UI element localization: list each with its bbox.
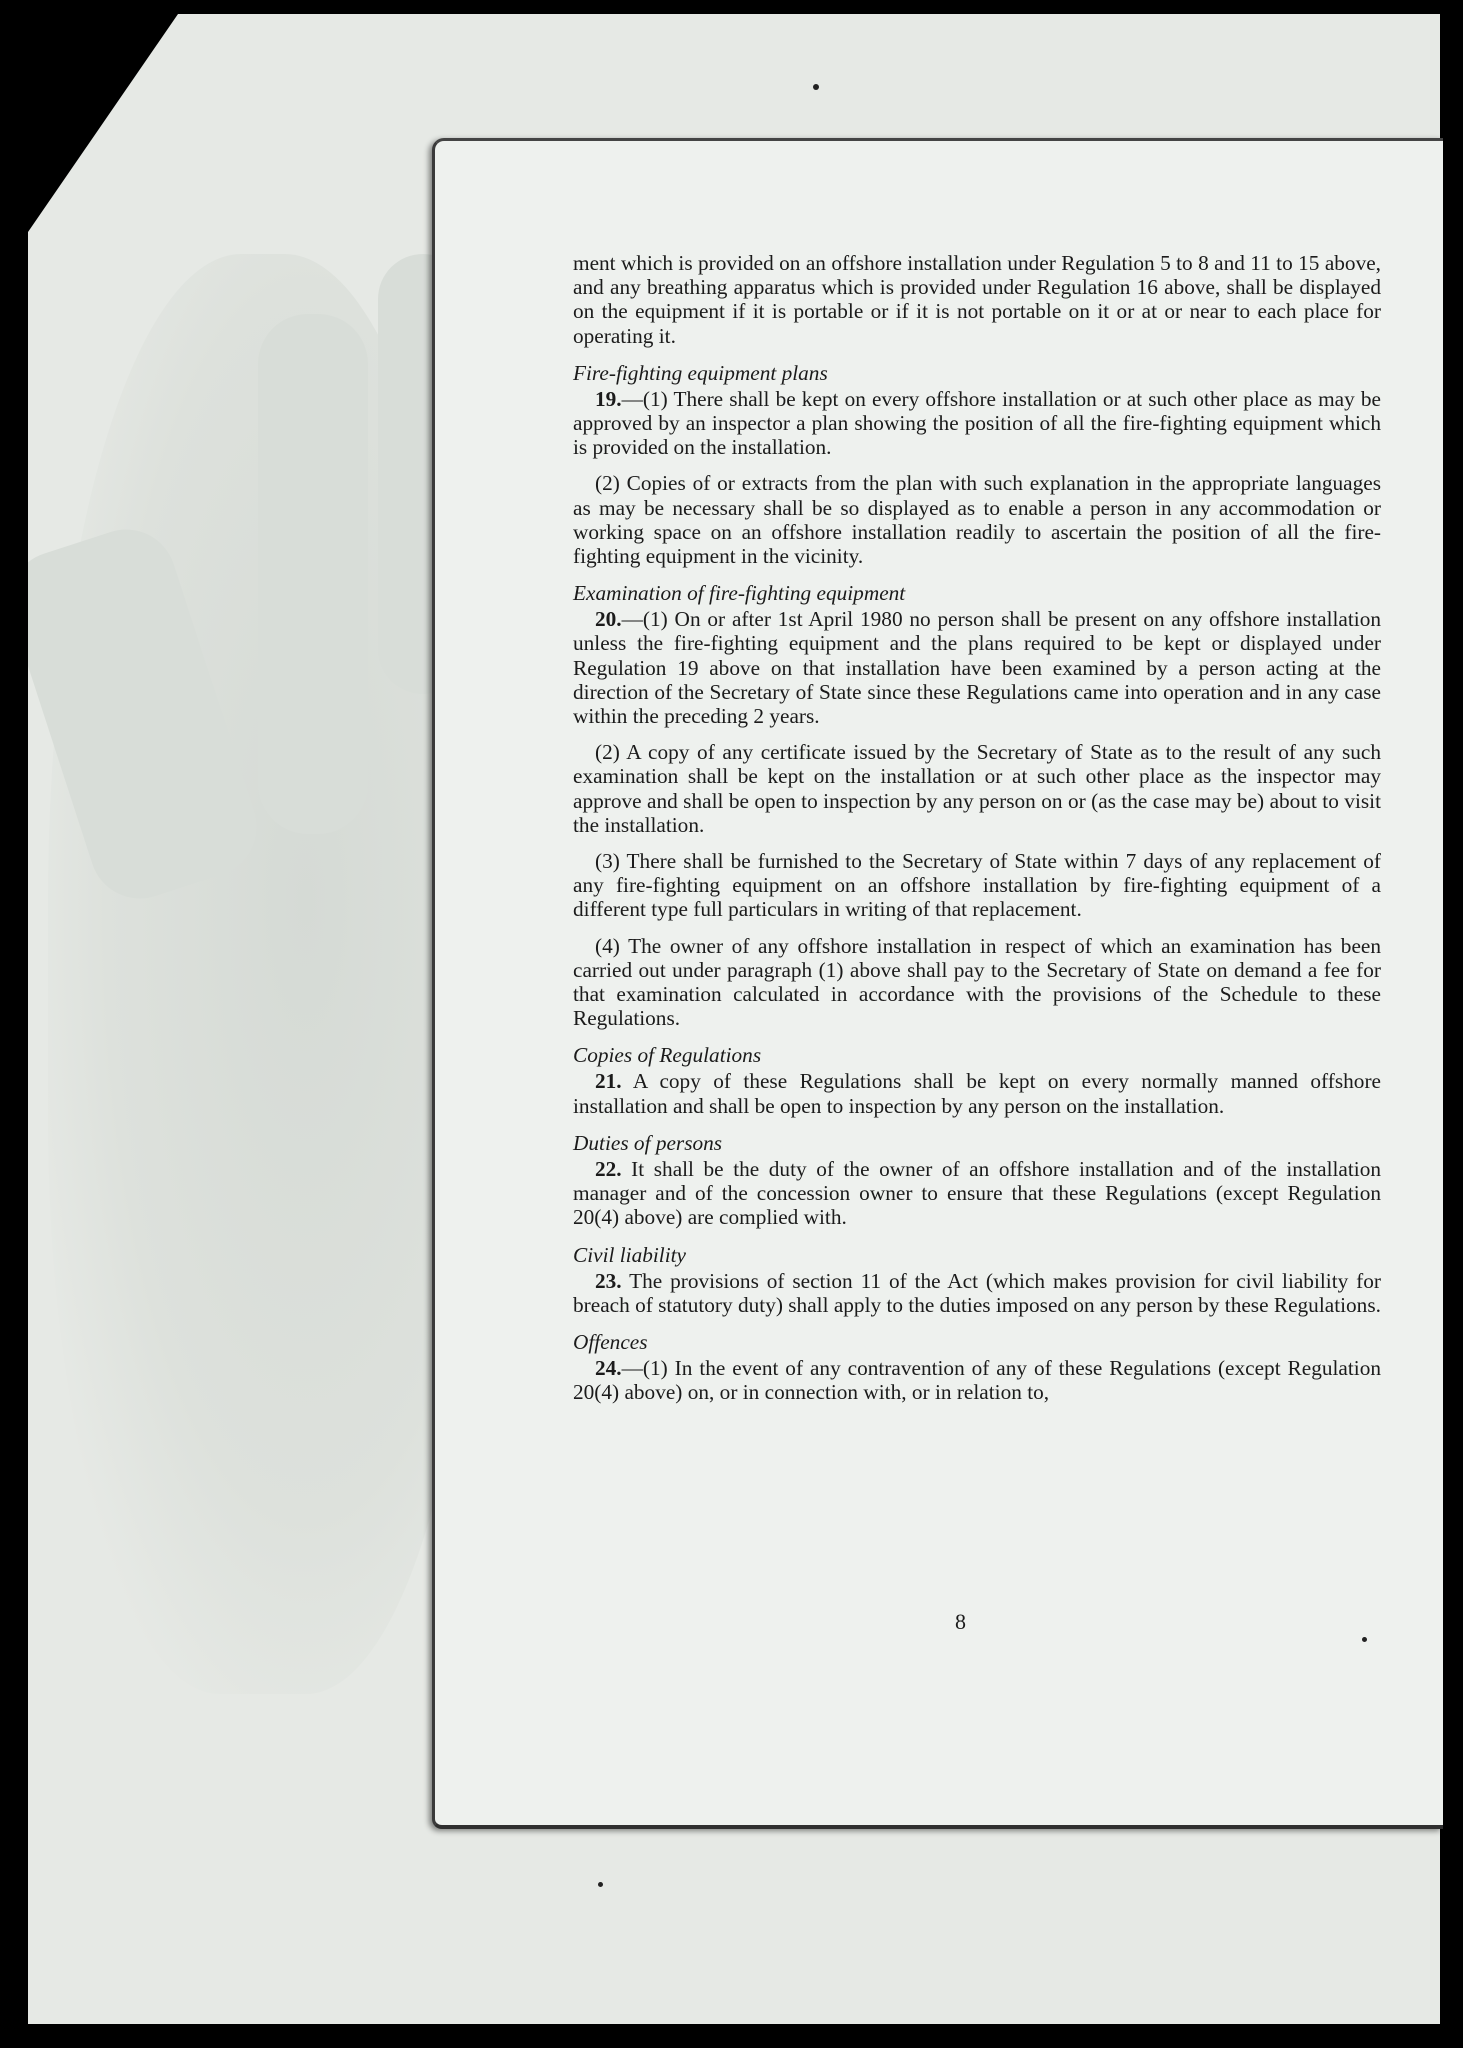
section-heading: Fire-fighting equipment plans (573, 360, 828, 385)
paragraph-text: —(1) On or after 1st April 1980 no person shall be present on any offshore installation unless the fire-fighting equipment and the plans required to be kept or displayed under Regulation 19 above on that installation have been examined by a person acting at the direction of the Secretary of State since these Regulations came into operation and in any case within the preceding 2 years. (573, 607, 1381, 729)
regulation-paragraph (573, 607, 1381, 728)
section-heading: Offences (573, 1329, 648, 1354)
page-number: 8 (955, 1609, 966, 1634)
section-heading: Civil liability (573, 1242, 686, 1267)
regulation-number: 21. (595, 1069, 622, 1094)
regulation-paragraph (573, 934, 1381, 1031)
paragraph-text: A copy of these Regulations shall be kept on every normally manned offshore installation and shall be open to inspection by any person on the installation. (573, 1069, 1381, 1118)
scan-speck (813, 84, 819, 90)
scan-speck (598, 1882, 603, 1887)
paragraph-text: (3) There shall be furnished to the Secretary of State within 7 days of any replacement of any fire-fighting equipment on an offshore installation by fire-fighting equipment of a different type full particulars in writing of that replacement. (573, 849, 1381, 922)
regulation-number: 20. (595, 607, 622, 632)
scan-speck (1362, 1637, 1367, 1642)
regulation-paragraph (573, 1356, 1381, 1404)
regulation-paragraph (573, 1157, 1381, 1230)
paragraph-text: It shall be the duty of the owner of an offshore installation and of the installation manager and of the concession owner to ensure that these Regulations (except Regulation 20(4) above) are complied with. (573, 1156, 1381, 1230)
regulation-number: 19. (595, 386, 622, 411)
paragraph-text: The provisions of section 11 of the Act (which makes provision for civil liability for breach of statutory duty) shall apply to the duties imposed on any person by these Regulations. (573, 1268, 1381, 1317)
regulation-paragraph (573, 1269, 1381, 1317)
regulation-number: 22. (595, 1156, 622, 1181)
continuation-text: ment which is provided on an offshore installation under Regulation 5 to 8 and 11 to 15 above, and any breathing apparatus which is provided under Regulation 16 above, shall be displayed on the equipment if it is portable or if it is not portable on it or at or near to each place for operating it. (573, 251, 1381, 348)
document-page (432, 138, 1443, 1829)
section-heading: Copies of Regulations (573, 1043, 762, 1068)
regulation-paragraph (573, 471, 1381, 568)
paragraph-text: (4) The owner of any offshore installation in respect of which an examination has been carried out under paragraph (1) above shall pay to the Secretary of State on demand a fee for that examination calculated in accordance with the provisions of the Schedule to these Regulations. (573, 933, 1381, 1031)
section-heading: Duties of persons (573, 1130, 723, 1155)
regulation-paragraph (573, 387, 1381, 460)
regulation-paragraph (573, 1069, 1381, 1117)
paragraph-text: (2) Copies of or extracts from the plan with such explanation in the appropriate languages as may be necessary shall be so displayed as to enable a person in any accommodation or working space on an offshore installation readily to ascertain the position of all the fire-fighting equipment in the vicinity. (573, 471, 1381, 569)
regulation-paragraph (573, 849, 1381, 922)
page-body (573, 251, 1381, 1404)
paragraph-text: —(1) There shall be kept on every offshore installation or at such other place as may be approved by an inspector a plan showing the position of all the fire-fighting equipment which is provided on the installation. (573, 386, 1381, 460)
paragraph-text: —(1) In the event of any contravention of any of these Regulations (except Regulation 20(4) above) on, or in connection with, or in relation to, (573, 1355, 1381, 1405)
regulation-paragraph (573, 740, 1381, 837)
regulation-number: 23. (595, 1268, 622, 1293)
finger-shadow (258, 314, 368, 834)
paragraph-text: (2) A copy of any certificate issued by the Secretary of State as to the result of any such examination shall be kept on the installation or at such other place as the inspector may approve and shall be open to inspection by any person on or (as the case may be) about to visit the installation. (573, 740, 1381, 837)
regulation-number: 24. (595, 1355, 622, 1380)
section-heading: Examination of fire-fighting equipment (573, 581, 906, 606)
